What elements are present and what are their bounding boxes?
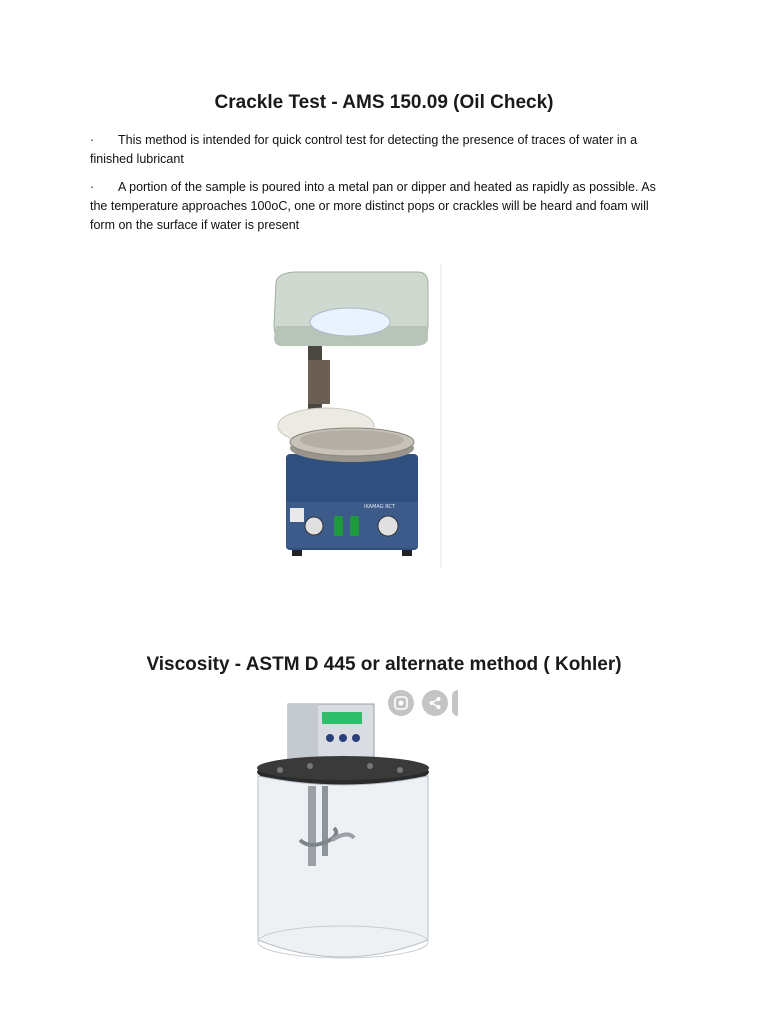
- bullet-item: [90, 131, 670, 169]
- viscosity-bath-image: [250, 690, 460, 980]
- panel-label: IKAMAG RCT: [364, 504, 395, 510]
- lens-button[interactable]: [388, 690, 414, 716]
- share-icon: [428, 696, 442, 710]
- lens-icon: [394, 696, 408, 710]
- bullet-text: This method is intended for quick control test for detecting the presence of traces of water in a finished lubricant: [90, 133, 638, 166]
- section-title-viscosity: Viscosity - ASTM D 445 or alternate method ( Kohler): [146, 654, 622, 675]
- more-button[interactable]: [452, 690, 458, 716]
- share-button[interactable]: [422, 690, 448, 716]
- hot-plate-image: [268, 264, 442, 568]
- bullet-marker: ·: [90, 133, 95, 147]
- bullet-marker: ·: [90, 180, 95, 194]
- section-title-crackle-test: Crackle Test - AMS 150.09 (Oil Check): [214, 92, 554, 113]
- bullet-item: [90, 178, 670, 235]
- bullet-text: A portion of the sample is poured into a metal pan or dipper and heated as rapidly as possible. As the temperature approaches 100oC, one or more distinct pops or crackles will be heard and foam will form on the surface if water is present: [90, 180, 656, 232]
